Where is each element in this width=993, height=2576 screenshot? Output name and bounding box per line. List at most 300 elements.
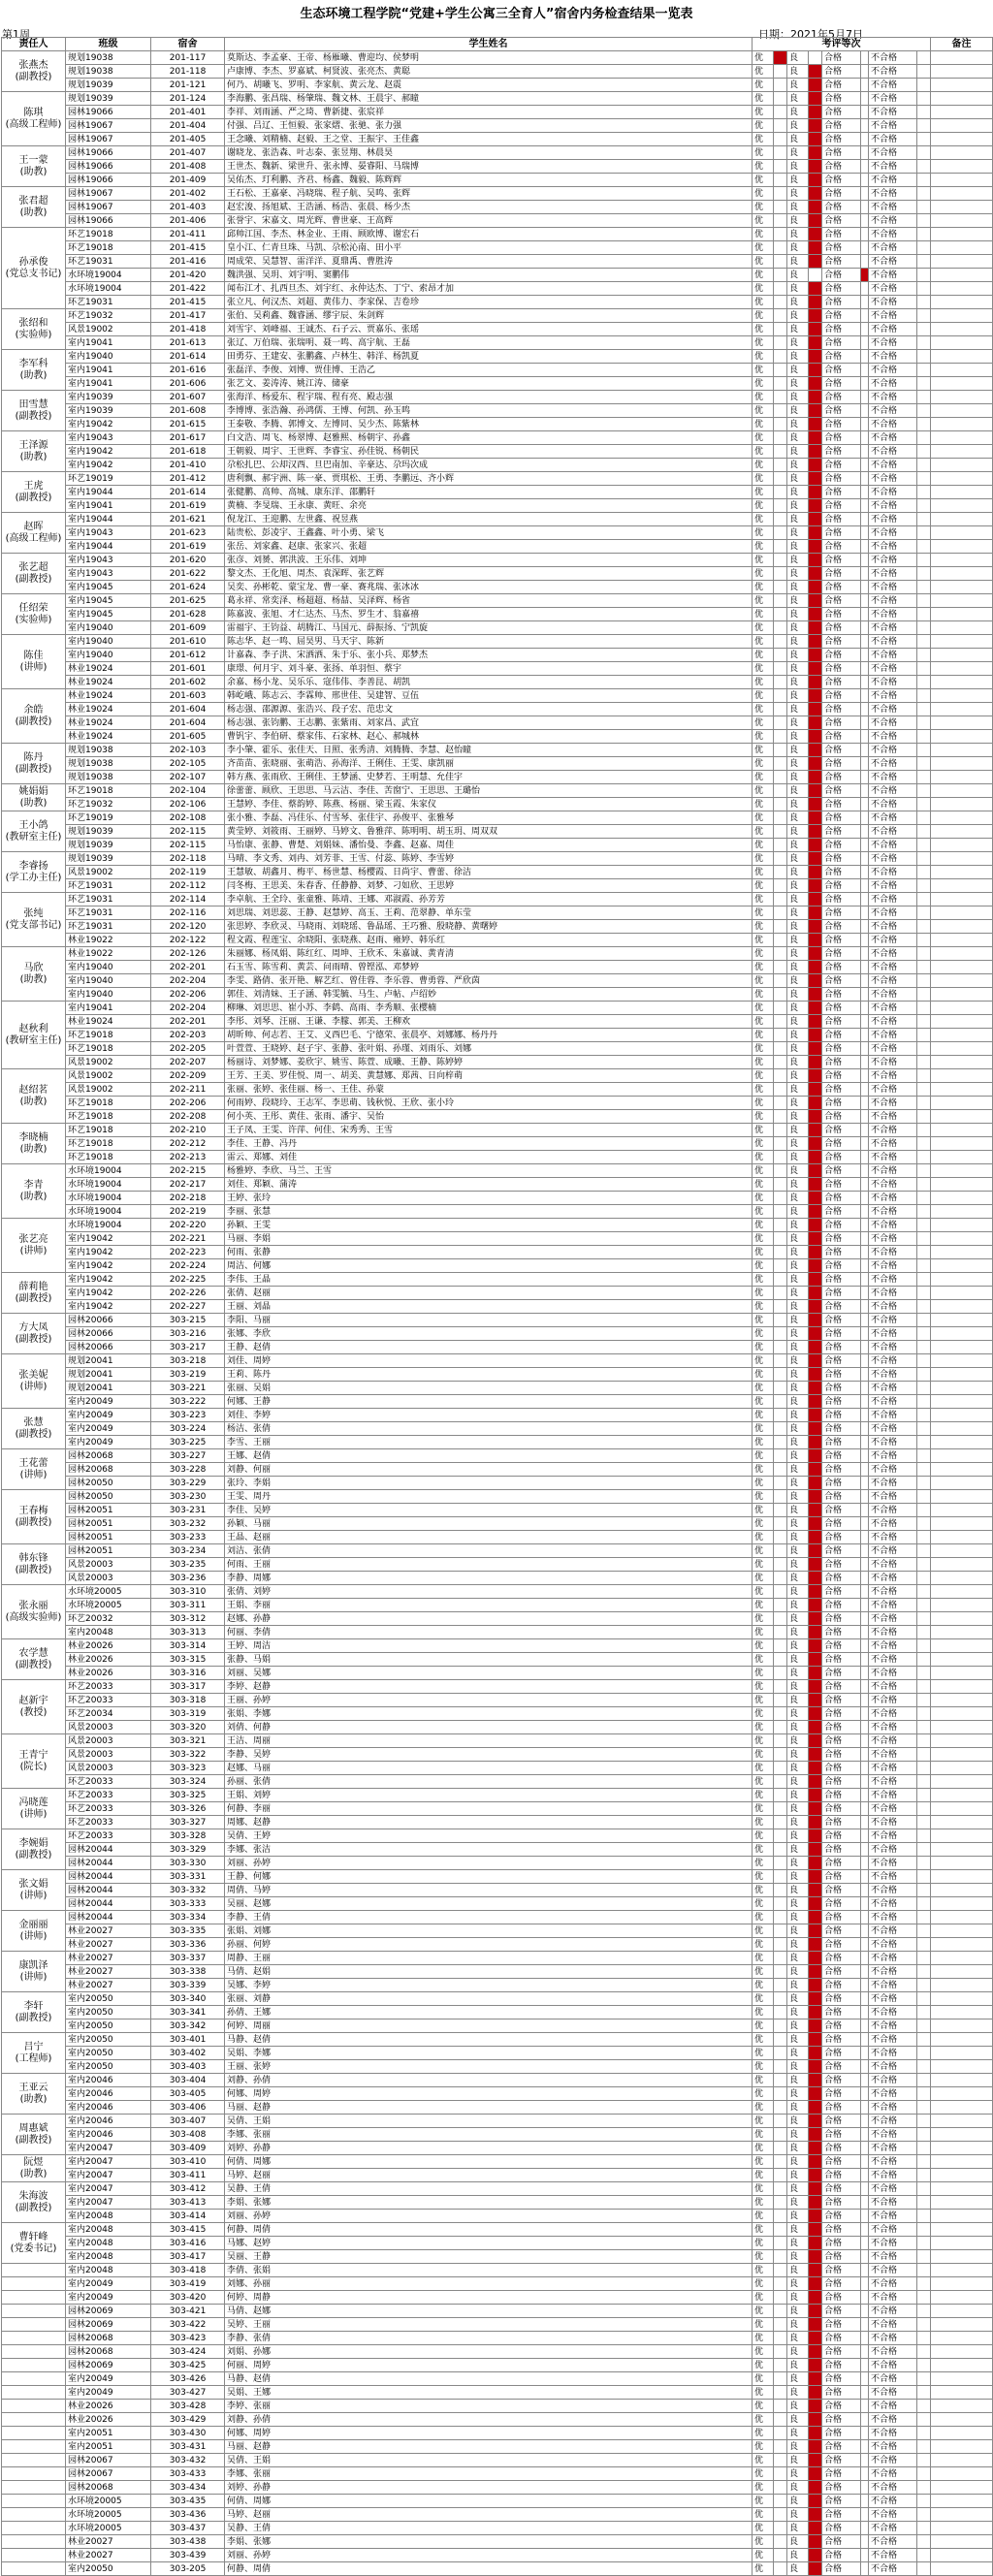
grade-fail-mark [917, 2495, 931, 2508]
table-row [2, 2115, 993, 2128]
grade-excellent-label: 优 [753, 635, 774, 649]
room-cell: 202-105 [151, 757, 225, 771]
grade-good-label: 良 [787, 730, 809, 744]
grade-pass-mark [861, 1680, 869, 1694]
grade-good-label: 良 [787, 961, 809, 974]
grade-pass-label: 合格 [822, 1137, 861, 1151]
names-cell: 何小英、王彤、黄佳、张雨、潘宇、吴怡 [225, 1110, 753, 1124]
class-cell: 室内20050 [66, 2562, 151, 2576]
remark-cell [931, 852, 993, 866]
grade-fail-label: 不合格 [869, 1069, 917, 1083]
names-cell: 曹钒宇、李伯研、蔡家伟、石家林、赵心、郝城林 [225, 730, 753, 744]
grade-good-label: 良 [787, 2277, 809, 2291]
grade-good-mark [809, 1314, 822, 1327]
grade-excellent-mark [774, 1124, 787, 1137]
grade-good-mark [809, 1056, 822, 1069]
grade-excellent-label: 优 [753, 445, 774, 459]
grade-pass-mark [861, 1517, 869, 1531]
grade-pass-mark [861, 2087, 869, 2101]
grade-good-mark [809, 2277, 822, 2291]
grade-excellent-mark [774, 649, 787, 662]
grade-excellent-label: 优 [753, 1449, 774, 1463]
grade-fail-mark [917, 649, 931, 662]
remark-cell [931, 1667, 993, 1680]
owner-cell: 赵新宇 (教授) [2, 1680, 66, 1734]
owner-cell: 方大凤 (副教授) [2, 1314, 66, 1354]
table-row [2, 350, 993, 364]
grade-excellent-label: 优 [753, 1639, 774, 1653]
names-cell: 齐苗苗、张晓丽、张萌浩、孙海洋、王俐佳、王雯、康凯丽 [225, 757, 753, 771]
class-cell: 室内20048 [66, 2250, 151, 2264]
grade-good-label: 良 [787, 1572, 809, 1585]
grade-pass-mark [861, 1721, 869, 1734]
grade-fail-mark [917, 1748, 931, 1762]
names-cell: 李雪、王丽 [225, 1436, 753, 1449]
grade-good-mark [809, 2535, 822, 2549]
grade-fail-label: 不合格 [869, 1924, 917, 1938]
grade-good-label: 良 [787, 662, 809, 676]
grade-excellent-label: 优 [753, 1219, 774, 1232]
grade-fail-mark [917, 1965, 931, 1979]
class-cell: 室内19040 [66, 635, 151, 649]
grade-good-mark [809, 2291, 822, 2305]
grade-pass-mark [861, 350, 869, 364]
owner-cell: 陈琪 (高级工程师) [2, 92, 66, 146]
grade-excellent-label: 优 [753, 1843, 774, 1857]
grade-excellent-label: 优 [753, 649, 774, 662]
grade-pass-label: 合格 [822, 2413, 861, 2427]
grade-good-mark [809, 1110, 822, 1124]
grade-good-label: 良 [787, 296, 809, 309]
names-cell: 王丽、孙婷 [225, 1694, 753, 1707]
grade-fail-mark [917, 866, 931, 879]
grade-pass-label: 合格 [822, 65, 861, 79]
grade-excellent-mark [774, 513, 787, 526]
grade-good-mark [809, 1816, 822, 1829]
room-cell: 303-402 [151, 2047, 225, 2060]
grade-fail-label: 不合格 [869, 1124, 917, 1137]
grade-good-label: 良 [787, 2454, 809, 2467]
grade-pass-label: 合格 [822, 1395, 861, 1409]
table-row [2, 974, 993, 988]
grade-fail-mark [917, 2101, 931, 2115]
room-cell: 303-217 [151, 1341, 225, 1354]
names-cell: 吴倩、王娟 [225, 2454, 753, 2467]
grade-fail-mark [917, 2345, 931, 2359]
grade-pass-mark [861, 51, 869, 65]
grade-excellent-mark [774, 1354, 787, 1368]
class-cell: 林业19022 [66, 947, 151, 961]
grade-good-mark [809, 431, 822, 445]
grade-fail-label: 不合格 [869, 404, 917, 418]
grade-pass-mark [861, 689, 869, 703]
grade-fail-mark [917, 1219, 931, 1232]
class-cell: 室内20049 [66, 1395, 151, 1409]
remark-cell [931, 2535, 993, 2549]
grade-pass-label: 合格 [822, 567, 861, 581]
table-row [2, 2196, 993, 2210]
grade-good-mark [809, 2467, 822, 2481]
class-cell: 规划19038 [66, 771, 151, 784]
class-cell: 室内19044 [66, 540, 151, 554]
grade-excellent-label: 优 [753, 1056, 774, 1069]
grade-pass-label: 合格 [822, 621, 861, 635]
grade-excellent-mark [774, 1924, 787, 1938]
names-cell: 李卓航、王全玲、张童雅、陈靖、王娜、邓淑霞、孙芳芳 [225, 893, 753, 906]
grade-excellent-mark [774, 961, 787, 974]
table-row [2, 2074, 993, 2087]
names-cell: 张健鹏、高帅、高城、康东洋、邵鹏轩 [225, 486, 753, 499]
grade-fail-mark [917, 1069, 931, 1083]
grade-excellent-label: 优 [753, 771, 774, 784]
remark-cell [931, 1287, 993, 1300]
names-cell: 李静、王倩 [225, 1911, 753, 1924]
names-cell: 张玲、李娟 [225, 1477, 753, 1490]
grade-good-mark [809, 1626, 822, 1639]
grade-pass-label: 合格 [822, 2155, 861, 2169]
grade-good-mark [809, 1300, 822, 1314]
table-row [2, 499, 993, 513]
names-cell: 雷福宇、王钧益、胡腾江、马国元、薛振扬、宁凯旋 [225, 621, 753, 635]
grade-fail-label: 不合格 [869, 1857, 917, 1870]
grade-pass-mark [861, 1327, 869, 1341]
grade-good-label: 良 [787, 2074, 809, 2087]
names-cell: 吴奕、孙彬乾、蒙宝龙、曹一豪、赛兆瑞、张冰冰 [225, 581, 753, 594]
grade-pass-mark [861, 1029, 869, 1042]
class-cell: 室内20048 [66, 2210, 151, 2223]
grade-fail-label: 不合格 [869, 757, 917, 771]
grade-excellent-label: 优 [753, 2467, 774, 2481]
grade-excellent-mark [774, 1029, 787, 1042]
table-row [2, 2155, 993, 2169]
remark-cell [931, 214, 993, 228]
class-cell: 室内20051 [66, 2427, 151, 2440]
grade-fail-label: 不合格 [869, 1015, 917, 1029]
grade-pass-label: 合格 [822, 689, 861, 703]
names-cell: 卢康博、李杰、罗嘉斌、柯贤波、张亮杰、黄聪 [225, 65, 753, 79]
grade-good-mark [809, 2087, 822, 2101]
names-cell: 闫冬梅、王思美、朱春香、任静静、刘梦、刁如欣、王思婷 [225, 879, 753, 893]
grade-excellent-mark [774, 1734, 787, 1748]
grade-pass-mark [861, 2549, 869, 2562]
grade-good-mark [809, 1436, 822, 1449]
names-cell: 王婷、周洁 [225, 1639, 753, 1653]
grade-good-label: 良 [787, 2400, 809, 2413]
remark-cell [931, 608, 993, 621]
grade-good-label: 良 [787, 2169, 809, 2182]
grade-excellent-label: 优 [753, 336, 774, 350]
class-cell: 室内19041 [66, 377, 151, 391]
remark-cell [931, 2467, 993, 2481]
room-cell: 201-117 [151, 51, 225, 65]
grade-pass-label: 合格 [822, 1368, 861, 1382]
room-cell: 303-404 [151, 2074, 225, 2087]
grade-good-mark [809, 1789, 822, 1802]
remark-cell [931, 1626, 993, 1639]
grade-good-label: 良 [787, 811, 809, 825]
remark-cell [931, 1124, 993, 1137]
grade-pass-mark [861, 323, 869, 336]
grade-excellent-mark [774, 798, 787, 811]
grade-pass-mark [861, 2210, 869, 2223]
grade-good-mark [809, 1477, 822, 1490]
grade-excellent-label: 优 [753, 1137, 774, 1151]
grade-fail-mark [917, 1599, 931, 1612]
remark-cell [931, 1029, 993, 1042]
class-cell: 室内20050 [66, 2006, 151, 2019]
owner-cell: 张艺亮 (讲师) [2, 1219, 66, 1273]
grade-pass-label: 合格 [822, 825, 861, 839]
grade-good-label: 良 [787, 1354, 809, 1368]
names-cell: 陈嘉波、张旭、才仁达杰、马杰、罗生才、翁嘉禧 [225, 608, 753, 621]
grade-excellent-mark [774, 1544, 787, 1558]
names-cell: 胡昕帅、何志若、王艾、义西巴毛、宁德荣、张晨亭、刘娜娜、杨丹丹 [225, 1029, 753, 1042]
grade-fail-mark [917, 2196, 931, 2210]
grade-excellent-label: 优 [753, 879, 774, 893]
class-cell: 风景20003 [66, 1748, 151, 1762]
table-row [2, 1680, 993, 1694]
room-cell: 303-429 [151, 2413, 225, 2427]
grade-fail-mark [917, 1707, 931, 1721]
class-cell: 环艺19031 [66, 906, 151, 920]
table-row [2, 51, 993, 65]
grade-good-label: 良 [787, 1694, 809, 1707]
grade-fail-label: 不合格 [869, 1382, 917, 1395]
grade-fail-label: 不合格 [869, 1734, 917, 1748]
grade-pass-mark [861, 2291, 869, 2305]
grade-excellent-label: 优 [753, 988, 774, 1002]
names-cell: 何雨、张静 [225, 1246, 753, 1259]
table-row [2, 906, 993, 920]
grade-pass-label: 合格 [822, 1382, 861, 1395]
room-cell: 303-335 [151, 1924, 225, 1938]
remark-cell [931, 811, 993, 825]
class-cell: 园林20044 [66, 1884, 151, 1897]
remark-cell [931, 689, 993, 703]
grade-good-mark [809, 472, 822, 486]
room-cell: 202-218 [151, 1192, 225, 1205]
room-cell: 201-609 [151, 621, 225, 635]
table-row [2, 486, 993, 499]
grade-excellent-label: 优 [753, 1911, 774, 1924]
grade-pass-label: 合格 [822, 1558, 861, 1572]
remark-cell [931, 1748, 993, 1762]
grade-fail-label: 不合格 [869, 2427, 917, 2440]
grade-excellent-label: 优 [753, 2454, 774, 2467]
grade-excellent-label: 优 [753, 1789, 774, 1802]
remark-cell [931, 2019, 993, 2033]
grade-fail-label: 不合格 [869, 119, 917, 133]
grade-fail-label: 不合格 [869, 839, 917, 852]
grade-pass-mark [861, 1558, 869, 1572]
grade-excellent-label: 优 [753, 1192, 774, 1205]
names-cell: 赵宏浚、扬旭斌、王浩涵、杨浩、张晨、杨少杰 [225, 201, 753, 214]
grade-good-mark [809, 2318, 822, 2332]
room-cell: 303-233 [151, 1531, 225, 1544]
grade-excellent-label: 优 [753, 2318, 774, 2332]
table-row [2, 1137, 993, 1151]
names-cell: 陈志华、赵一鸣、屈昊男、马天宇、陈新 [225, 635, 753, 649]
grade-excellent-label: 优 [753, 404, 774, 418]
grade-good-mark [809, 391, 822, 404]
grade-pass-mark [861, 309, 869, 323]
grade-excellent-label: 优 [753, 757, 774, 771]
grade-excellent-mark [774, 581, 787, 594]
grade-pass-mark [861, 445, 869, 459]
room-cell: 303-315 [151, 1653, 225, 1667]
grade-good-mark [809, 567, 822, 581]
remark-cell [931, 1599, 993, 1612]
grade-excellent-label: 优 [753, 1029, 774, 1042]
grade-good-label: 良 [787, 1938, 809, 1952]
room-cell: 303-421 [151, 2305, 225, 2318]
remark-cell [931, 1097, 993, 1110]
grade-pass-label: 合格 [822, 1599, 861, 1612]
class-cell: 园林20068 [66, 2481, 151, 2495]
grade-pass-mark [861, 1667, 869, 1680]
remark-cell [931, 459, 993, 472]
grade-pass-mark [861, 1490, 869, 1504]
names-cell: 李彤、刘琴、汪丽、王谦、李朦、郭美、王柳欢 [225, 1015, 753, 1029]
grade-excellent-mark [774, 2128, 787, 2142]
remark-cell [931, 2481, 993, 2495]
remark-cell [931, 1368, 993, 1382]
room-cell: 201-417 [151, 309, 225, 323]
grade-good-mark [809, 621, 822, 635]
grade-good-mark [809, 1585, 822, 1599]
grade-excellent-label: 优 [753, 323, 774, 336]
table-row [2, 1748, 993, 1762]
remark-cell [931, 1069, 993, 1083]
class-cell: 林业20026 [66, 1639, 151, 1653]
class-cell: 室内19045 [66, 581, 151, 594]
grade-fail-mark [917, 1762, 931, 1775]
grade-fail-label: 不合格 [869, 1748, 917, 1762]
names-cell: 王娜、赵倩 [225, 1449, 753, 1463]
grade-excellent-mark [774, 920, 787, 934]
table-row [2, 2128, 993, 2142]
grade-excellent-label: 优 [753, 146, 774, 160]
grade-fail-mark [917, 906, 931, 920]
remark-cell [931, 567, 993, 581]
room-cell: 202-115 [151, 825, 225, 839]
grade-pass-label: 合格 [822, 1069, 861, 1083]
remark-cell [931, 1246, 993, 1259]
remark-cell [931, 974, 993, 988]
class-cell: 室内20046 [66, 2074, 151, 2087]
grade-fail-mark [917, 1178, 931, 1192]
class-cell: 水环境20005 [66, 2495, 151, 2508]
grade-fail-label: 不合格 [869, 1843, 917, 1857]
grade-good-label: 良 [787, 2115, 809, 2128]
grade-excellent-mark [774, 241, 787, 255]
table-row [2, 2481, 993, 2495]
grade-excellent-mark [774, 65, 787, 79]
grade-excellent-mark [774, 1531, 787, 1544]
grade-fail-mark [917, 526, 931, 540]
grade-good-label: 良 [787, 2467, 809, 2481]
table-row [2, 1639, 993, 1653]
grade-pass-label: 合格 [822, 377, 861, 391]
remark-cell [931, 1164, 993, 1178]
grade-excellent-label: 优 [753, 2182, 774, 2196]
names-cell: 何倩、周娜 [225, 2495, 753, 2508]
grade-pass-mark [861, 1572, 869, 1585]
grade-good-label: 良 [787, 2196, 809, 2210]
grade-excellent-label: 优 [753, 1965, 774, 1979]
grade-fail-mark [917, 1368, 931, 1382]
class-cell: 室内20046 [66, 2101, 151, 2115]
grade-good-mark [809, 1721, 822, 1734]
names-cell: 孙颖、马丽 [225, 1517, 753, 1531]
class-cell: 林业19022 [66, 934, 151, 947]
grade-pass-label: 合格 [822, 201, 861, 214]
class-cell: 规划20041 [66, 1368, 151, 1382]
table-row [2, 1422, 993, 1436]
table-row [2, 2386, 993, 2400]
grade-good-label: 良 [787, 1029, 809, 1042]
remark-cell [931, 1843, 993, 1857]
remark-cell [931, 2413, 993, 2427]
grade-pass-mark [861, 65, 869, 79]
owner-cell: 张艺超 (副教授) [2, 554, 66, 594]
grade-fail-mark [917, 1816, 931, 1829]
grade-fail-mark [917, 2074, 931, 2087]
grade-good-label: 良 [787, 1816, 809, 1829]
grade-good-mark [809, 1884, 822, 1897]
grade-good-label: 良 [787, 1259, 809, 1273]
remark-cell [931, 1151, 993, 1164]
header-row-top [2, 38, 993, 51]
class-cell: 环艺19018 [66, 1124, 151, 1137]
room-cell: 201-603 [151, 689, 225, 703]
grade-good-label: 良 [787, 635, 809, 649]
grade-excellent-mark [774, 1463, 787, 1477]
grade-excellent-label: 优 [753, 296, 774, 309]
names-cell: 刘丽、孙婷 [225, 2210, 753, 2223]
owner-cell [2, 2481, 66, 2495]
grade-excellent-label: 优 [753, 2033, 774, 2047]
grade-good-label: 良 [787, 431, 809, 445]
remark-cell [931, 879, 993, 893]
table-row [2, 879, 993, 893]
room-cell: 201-411 [151, 228, 225, 241]
grade-fail-mark [917, 1422, 931, 1436]
class-cell: 室内20046 [66, 2087, 151, 2101]
grade-fail-mark [917, 2454, 931, 2467]
remark-cell [931, 2060, 993, 2074]
room-cell: 303-331 [151, 1870, 225, 1884]
grade-good-label: 良 [787, 906, 809, 920]
grade-good-label: 良 [787, 1178, 809, 1192]
room-cell: 202-206 [151, 988, 225, 1002]
grade-excellent-label: 优 [753, 391, 774, 404]
grade-fail-mark [917, 106, 931, 119]
grade-pass-mark [861, 1341, 869, 1354]
grade-excellent-label: 优 [753, 2522, 774, 2535]
grade-fail-label: 不合格 [869, 499, 917, 513]
remark-cell [931, 499, 993, 513]
grade-pass-label: 合格 [822, 1531, 861, 1544]
grade-fail-mark [917, 1843, 931, 1857]
remark-cell [931, 513, 993, 526]
grade-pass-mark [861, 1843, 869, 1857]
grade-fail-mark [917, 771, 931, 784]
class-cell: 风景19002 [66, 323, 151, 336]
grade-pass-mark [861, 1599, 869, 1612]
remark-cell [931, 1463, 993, 1477]
grade-good-label: 良 [787, 526, 809, 540]
